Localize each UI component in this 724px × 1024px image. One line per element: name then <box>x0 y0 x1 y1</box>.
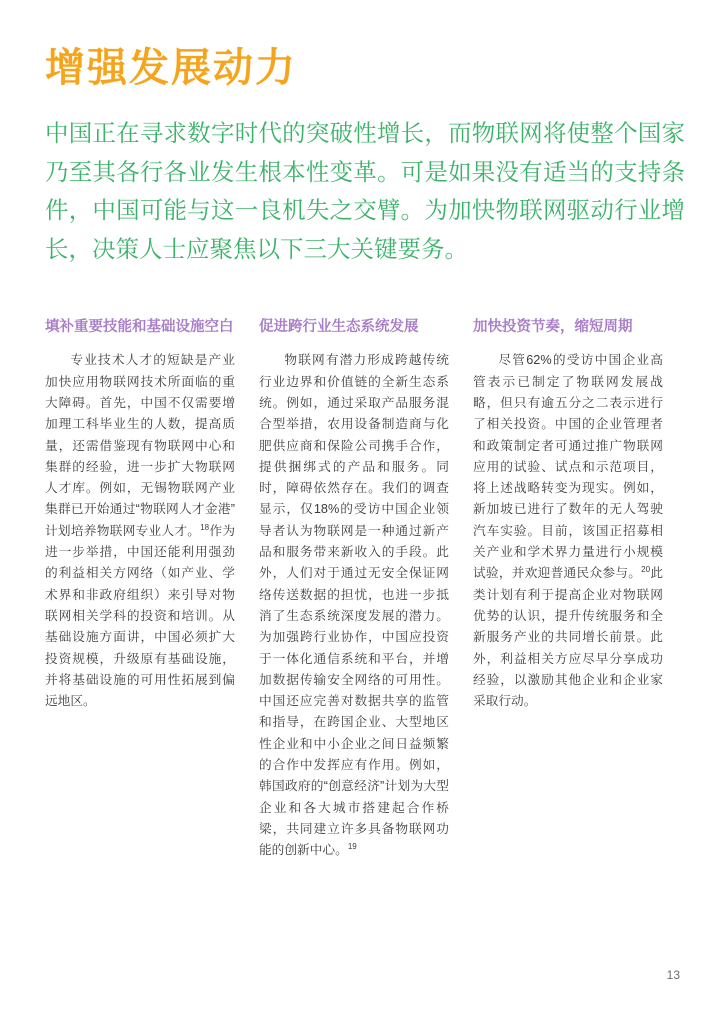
column-2 <box>259 317 449 861</box>
column-3 <box>473 317 663 861</box>
footnote-reference: 20 <box>641 565 651 575</box>
column-header: 加快投资节奏，缩短周期 <box>473 319 633 336</box>
column-header: 填补重要技能和基础设施空白 <box>45 319 234 336</box>
body-text: 尽管62%的受访中国企业高管表示已制定了物联网发展战略，但只有逾五分之二表示进行了相关投资。中国的企业管理者和政策制定者可通过推广物联网应用的试验、试点和示范项目，将上述战略转变为现实。例如，新加坡已进行了数年的无人驾驶汽车实验。目前，该国正招募相关产业和学术界力量进行小规模试验，并欢迎普通民众参与。 <box>473 353 663 581</box>
column-header: 促进跨行业生态系统发展 <box>259 319 419 336</box>
body-text: 物联网有潜力形成跨越传统行业边界和价值链的全新生态系统。例如，通过采取产品服务混合型举措，农用设备制造商与化肥供应商和保险公司携手合作，提供捆绑式的产品和服务。同时，障碍依然存在。我们的调查显示，仅18%的受访中国企业领导者认为物联网是一种通过新产品和服务带来新收入的手段。此外，人们对于通过无安全保证网络传送数据的担忧，也进一步抵消了生态系统深度发展的潜力。为加强跨行业协作，中国应投资于一体化通信系统和平台，并增加数据传输安全网络的可用性。中国还应完善对数据共享的监管和指导，在跨国企业、大型地区性企业和中小企业之间日益频繁的合作中发挥应有作用。例如，韩国政府的“创意经济”计划为大型企业和各大城市搭建起合作桥梁，共同建立许多具备物联网功能的创新中心。 <box>259 353 449 858</box>
columns <box>45 317 680 861</box>
column-body <box>45 350 235 712</box>
lead-paragraph: 中国正在寻求数字时代的突破性增长，而物联网将使整个国家乃至其各行各业发生根本性变革。可是如果没有适当的支持条件，中国可能与这一良机失之交臂。为加快物联网驱动行业增长，决策人士应聚焦以下三大关键要务。 <box>45 120 685 262</box>
footnote-reference: 19 <box>347 841 357 851</box>
column-1 <box>45 317 235 861</box>
footnote-reference: 18 <box>200 522 210 532</box>
page-number: 13 <box>666 968 680 982</box>
body-text: 此类计划有利于提高企业对物联网优势的认识，提升传统服务和全新服务产业的共同增长前景。此外，利益相关方应尽早分享成功经验，以激励其他企业和企业家采取行动。 <box>473 566 664 709</box>
page-title: 增强发展动力 <box>45 46 297 90</box>
column-body <box>259 350 449 861</box>
body-text: 专业技术人才的短缺是产业加快应用物联网技术所面临的重大障碍。首先，中国不仅需要增加理工科毕业生的人数，提高质量，还需借鉴现有物联网中心和集群的经验，进一步扩大物联网人才库。例如，无锡物联网产业集群已开始通过“物联网人才金港”计划培养物联网专业人才。 <box>45 353 235 538</box>
body-text: 作为进一步举措，中国还能利用强劲的利益相关方网络（如产业、学术界和非政府组织）来引导对物联网相关学科的投资和培训。从基础设施方面讲，中国必须扩大投资规模，升级原有基础设施，并将基础设施的可用性拓展到偏远地区。 <box>45 523 236 709</box>
column-body <box>473 350 663 712</box>
